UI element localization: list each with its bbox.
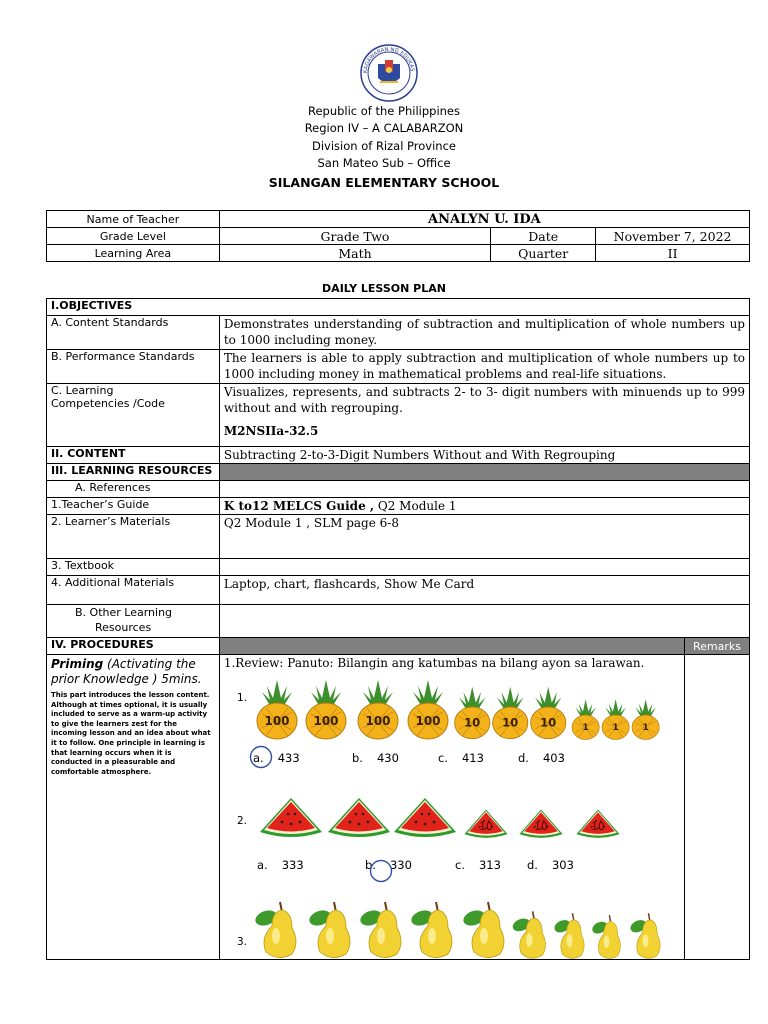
quarter-label: Quarter bbox=[491, 245, 596, 262]
pineapple-label: 1 bbox=[642, 722, 649, 733]
choice-b[interactable] bbox=[352, 751, 399, 765]
quarter-value: II bbox=[596, 245, 750, 262]
pear-image bbox=[510, 908, 552, 962]
pineapple-1-image bbox=[630, 698, 661, 740]
teachers-guide-cell bbox=[219, 498, 749, 515]
teachers-guide-label: 1.Teacher’s Guide bbox=[47, 498, 220, 515]
pear-image bbox=[552, 910, 590, 962]
procedures-bar bbox=[219, 638, 684, 655]
pineapple-label: 10 bbox=[464, 715, 481, 730]
performance-standards-text: The learners is able to apply subtraction and multiplication of whole numbers up to 1000 including money in mathematical problems and real-life situations. bbox=[219, 350, 749, 384]
date-value: November 7, 2022 bbox=[596, 228, 750, 245]
header-sub-office: San Mateo Sub – Office bbox=[317, 156, 451, 170]
pineapple-label: 1 bbox=[582, 722, 589, 733]
grade-value: Grade Two bbox=[219, 228, 491, 245]
answer-circle-mark bbox=[249, 745, 273, 769]
pineapple-label: 100 bbox=[313, 714, 339, 728]
plan-title: DAILY LESSON PLAN bbox=[322, 282, 446, 295]
learners-materials-text: Q2 Module 1 , SLM page 6-8 bbox=[219, 515, 749, 559]
competencies-label-1: C. Learning bbox=[51, 384, 114, 397]
pineapple-1-image bbox=[570, 698, 601, 740]
choice-letter: d. bbox=[518, 751, 529, 765]
objectives-heading: I.OBJECTIVES bbox=[47, 299, 750, 316]
choice-value: 330 bbox=[389, 858, 412, 872]
choice-letter: a. bbox=[253, 751, 264, 765]
competencies-cell bbox=[219, 384, 749, 447]
seal-text: KAGAWARAN NG EDUKAS bbox=[362, 46, 415, 74]
choice-c[interactable] bbox=[455, 858, 501, 872]
teacher-name: ANALYN U. IDA bbox=[219, 211, 749, 228]
watermelon-100-image bbox=[258, 796, 324, 840]
watermelon-10-image bbox=[575, 808, 621, 840]
competencies-text: Visualizes, represents, and subtracts 2- to 3- digit numbers with minuends up to 999 without and with regrouping. bbox=[223, 385, 745, 415]
pineapple-100-image bbox=[254, 678, 300, 740]
pineapple-label: 1 bbox=[612, 722, 619, 733]
header-republic: Republic of the Philippines bbox=[307, 104, 461, 118]
learners-materials-label: 2. Learner’s Materials bbox=[47, 515, 220, 559]
choice-value: 430 bbox=[376, 751, 399, 765]
choice-letter: c. bbox=[455, 858, 465, 872]
grade-label: Grade Level bbox=[47, 228, 220, 245]
pineapple-100-image bbox=[405, 678, 451, 740]
competencies-label-2: Competencies /Code bbox=[51, 397, 165, 410]
deped-seal-logo bbox=[360, 44, 418, 102]
priming-description: This part introduces the lesson content. Although at times optional, it is usually included to serve as a warm-up activity to give the learners zest for the incoming lesson and an idea about what it to follow. One principle in learning is that learning occurs when it is conducted in a pleasurable and comfortable atmosphere. bbox=[51, 691, 211, 776]
priming-rest: (Activating the prior Knowledge ) 5mins. bbox=[51, 657, 202, 686]
references-label: A. References bbox=[47, 481, 220, 498]
watermelon-100-image bbox=[392, 796, 458, 840]
answer-circle-mark bbox=[369, 859, 393, 883]
other-resources-label bbox=[47, 605, 220, 638]
choice-letter: b. bbox=[352, 751, 363, 765]
pineapple-10-image bbox=[490, 685, 530, 740]
pear-image bbox=[460, 898, 512, 962]
choice-value: 433 bbox=[277, 751, 300, 765]
content-text: Subtracting 2-to-3-Digit Numbers Without and With Regrouping bbox=[219, 447, 749, 464]
teachers-guide-bold: K to12 MELCS Guide , bbox=[223, 499, 375, 513]
item-3-number: 3. bbox=[237, 936, 248, 948]
pear-image bbox=[590, 912, 626, 962]
header-region: Region IV – A CALABARZON bbox=[304, 121, 464, 135]
choice-value: 303 bbox=[551, 858, 574, 872]
area-label: Learning Area bbox=[47, 245, 220, 262]
pear-image bbox=[408, 898, 460, 962]
choice-value: 333 bbox=[281, 858, 304, 872]
watermelon-100-image bbox=[326, 796, 392, 840]
pineapple-10-image bbox=[452, 685, 492, 740]
learning-resources-label: III. LEARNING RESOURCES bbox=[47, 464, 220, 481]
watermelon-10-image bbox=[518, 808, 564, 840]
priming-bold: Priming bbox=[51, 657, 104, 671]
pear-image bbox=[357, 898, 409, 962]
pineapple-label: 100 bbox=[415, 714, 441, 728]
other-resources-label-2: Resources bbox=[95, 621, 152, 634]
choice-letter: c. bbox=[438, 751, 448, 765]
teacher-label: Name of Teacher bbox=[47, 211, 220, 228]
learning-resources-bar bbox=[219, 464, 749, 481]
pineapple-100-image bbox=[355, 678, 401, 740]
other-resources-empty bbox=[219, 605, 749, 638]
content-standards-text: Demonstrates understanding of subtraction and multiplication of whole numbers up to 1000 including money. bbox=[219, 316, 749, 350]
textbook-label: 3. Textbook bbox=[47, 559, 220, 576]
content-standards-label: A. Content Standards bbox=[47, 316, 220, 350]
pineapple-label: 100 bbox=[365, 714, 391, 728]
header-division: Division of Rizal Province bbox=[311, 139, 456, 153]
choice-letter: d. bbox=[527, 858, 538, 872]
watermelon-label: 10 bbox=[591, 819, 605, 833]
pineapple-label: 10 bbox=[502, 715, 519, 730]
pineapple-10-image bbox=[528, 685, 568, 740]
content-label: II. CONTENT bbox=[47, 447, 220, 464]
review-instruction: 1.Review: Panuto: Bilangin ang katumbas na bilang ayon sa larawan. bbox=[223, 656, 645, 670]
remarks-cell bbox=[685, 655, 750, 960]
performance-standards-label: B. Performance Standards bbox=[47, 350, 220, 384]
references-empty bbox=[219, 481, 749, 498]
pear-image bbox=[628, 910, 666, 962]
choice-value: 413 bbox=[461, 751, 484, 765]
competencies-label bbox=[47, 384, 220, 447]
item-1-number: 1. bbox=[237, 692, 248, 704]
pineapple-label: 100 bbox=[264, 714, 290, 728]
other-resources-label-1: B. Other Learning bbox=[75, 606, 173, 619]
choice-a[interactable] bbox=[257, 858, 304, 872]
choice-c[interactable] bbox=[438, 751, 484, 765]
priming-cell bbox=[47, 655, 220, 960]
pineapple-1-image bbox=[600, 698, 631, 740]
choice-d[interactable] bbox=[527, 858, 574, 872]
area-value: Math bbox=[219, 245, 491, 262]
competency-code: M2NSIIa-32.5 bbox=[223, 424, 319, 438]
choice-d[interactable] bbox=[518, 751, 565, 765]
choice-letter: a. bbox=[257, 858, 268, 872]
watermelon-10-image bbox=[463, 808, 509, 840]
additional-materials-text: Laptop, chart, flashcards, Show Me Card bbox=[219, 576, 749, 605]
priming-title bbox=[51, 657, 215, 687]
teacher-info-table bbox=[46, 210, 750, 262]
additional-materials-label: 4. Additional Materials bbox=[47, 576, 220, 605]
watermelon-label: 10 bbox=[479, 819, 493, 833]
pineapple-100-image bbox=[303, 678, 349, 740]
textbook-empty bbox=[219, 559, 749, 576]
school-name: SILANGAN ELEMENTARY SCHOOL bbox=[268, 175, 500, 190]
date-label: Date bbox=[491, 228, 596, 245]
pear-image bbox=[252, 898, 304, 962]
teachers-guide-rest: Q2 Module 1 bbox=[374, 499, 457, 513]
choice-value: 403 bbox=[542, 751, 565, 765]
watermelon-label: 10 bbox=[534, 819, 548, 833]
procedures-label: IV. PROCEDURES bbox=[47, 638, 220, 655]
pineapple-label: 10 bbox=[540, 715, 557, 730]
item-2-number: 2. bbox=[237, 815, 248, 827]
pear-image bbox=[306, 898, 358, 962]
choice-letter: b. bbox=[365, 858, 376, 872]
remarks-header: Remarks bbox=[685, 638, 750, 655]
choice-value: 313 bbox=[478, 858, 501, 872]
